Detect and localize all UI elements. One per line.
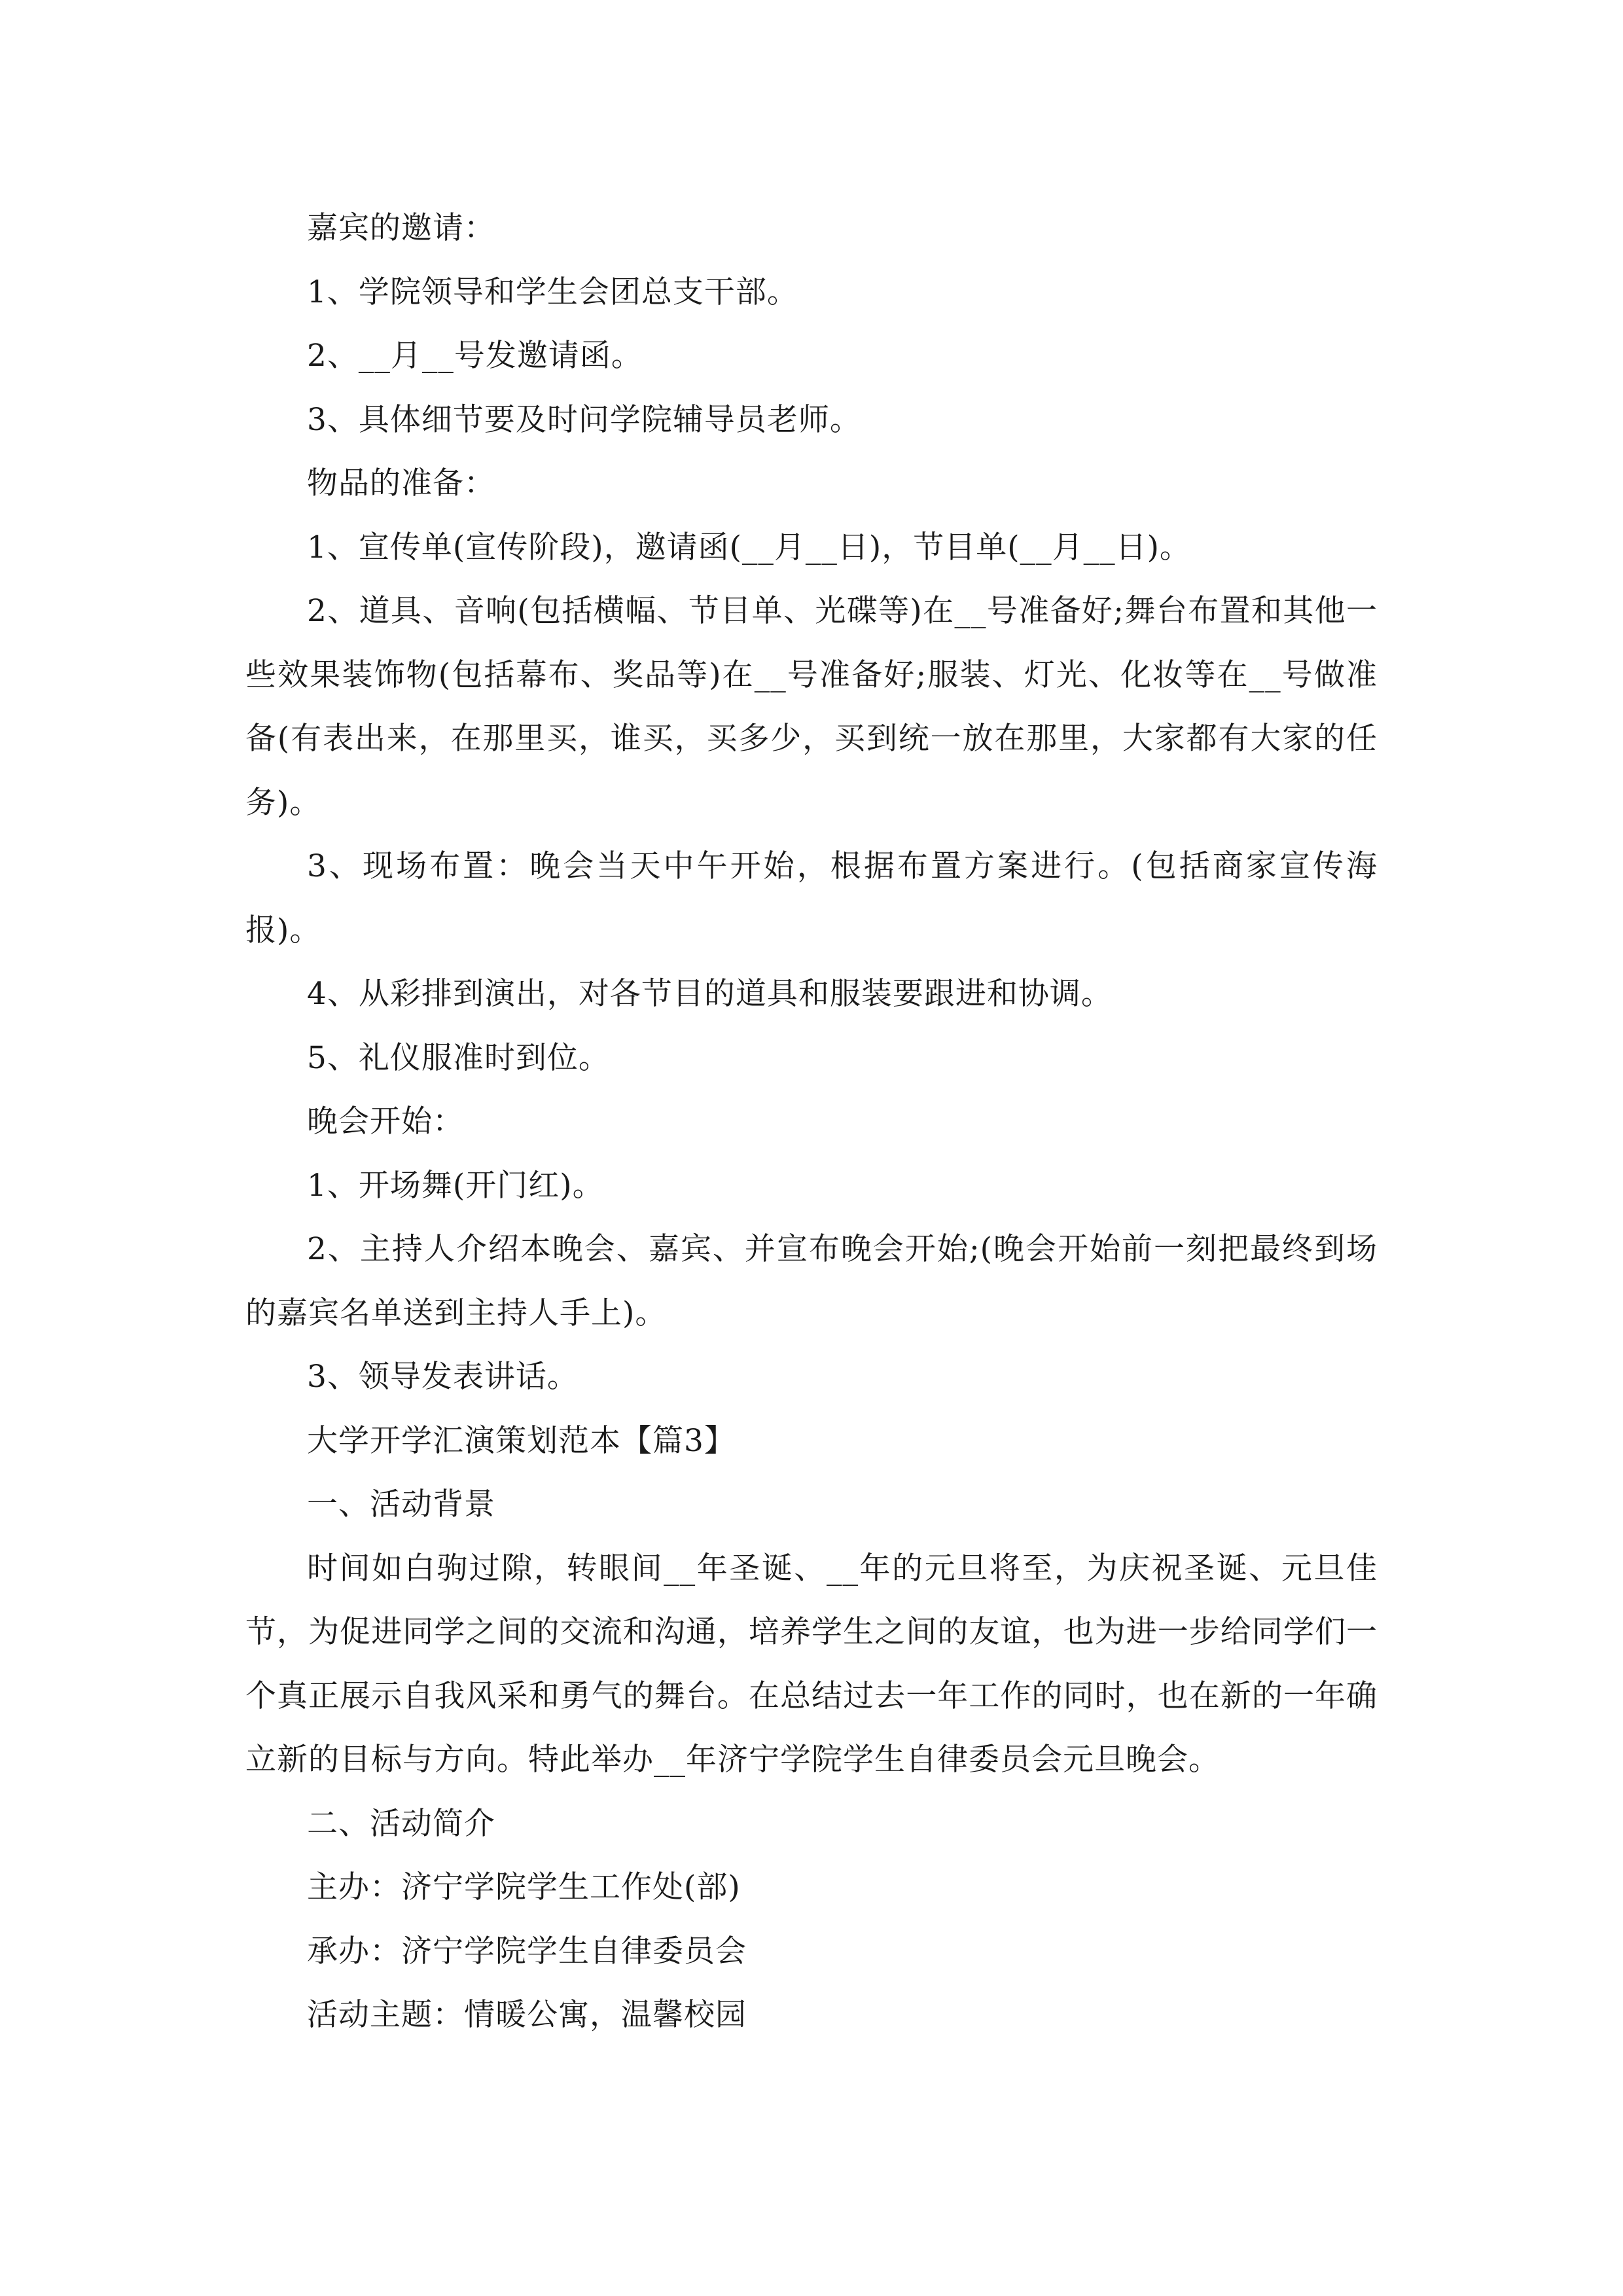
paragraph: 5、礼仪服准时到位。 — [307, 1039, 610, 1076]
section-heading-gala-start: 晚会开始： — [307, 1103, 464, 1139]
section-heading-overview: 二、活动简介 — [307, 1805, 495, 1842]
paragraph: 活动主题：情暖公寓，温馨校园 — [307, 1997, 747, 2033]
paragraph: 1、宣传单(宣传阶段)，邀请函(__月__日)，节目单(__月__日)。 — [307, 529, 1191, 565]
section-heading-background: 一、活动背景 — [307, 1486, 495, 1522]
section-heading-guest-invitation: 嘉宾的邀请： — [307, 210, 495, 246]
paragraph: 1、学院领导和学生会团总支干部。 — [307, 274, 798, 310]
paragraph: 3、现场布置：晚会当天中午开始，根据布置方案进行。(包括商家宣传海报)。 — [245, 848, 1378, 948]
paragraph: 3、领导发表讲话。 — [307, 1359, 579, 1395]
paragraph: 承办：济宁学院学生自律委员会 — [307, 1933, 747, 1969]
paragraph: 主办：济宁学院学生工作处(部) — [307, 1869, 741, 1905]
paragraph: 2、__月__号发邀请函。 — [307, 338, 643, 374]
paragraph: 1、开场舞(开门红)。 — [307, 1167, 604, 1204]
section-heading-materials: 物品的准备： — [307, 465, 495, 501]
paragraph: 4、从彩排到演出，对各节目的道具和服装要跟进和协调。 — [307, 976, 1113, 1012]
paragraph: 3、具体细节要及时问学院辅导员老师。 — [307, 401, 861, 438]
document-section-title: 大学开学汇演策划范本【篇3】 — [307, 1422, 736, 1459]
paragraph: 2、道具、音响(包括横幅、节目单、光碟等)在__号准备好;舞台布置和其他一些效果装饰物(包括幕布、奖品等)在__号准备好;服装、灯光、化妆等在__号做准备(有表出来，在那里买，谁买，买多少，买到统一放在那里，大家都有大家的任务)。 — [245, 593, 1378, 821]
document-body — [245, 196, 1378, 2047]
paragraph: 时间如白驹过隙，转眼间__年圣诞、__年的元旦将至，为庆祝圣诞、元旦佳节，为促进同学之间的交流和沟通，培养学生之间的友谊，也为进一步给同学们一个真正展示自我风采和勇气的舞台。在总结过去一年工作的同时，也在新的一年确立新的目标与方向。特此举办__年济宁学院学生自律委员会元旦晚会。 — [245, 1550, 1378, 1778]
paragraph: 2、主持人介绍本晚会、嘉宾、并宣布晚会开始;(晚会开始前一刻把最终到场的嘉宾名单送到主持人手上)。 — [245, 1231, 1378, 1331]
